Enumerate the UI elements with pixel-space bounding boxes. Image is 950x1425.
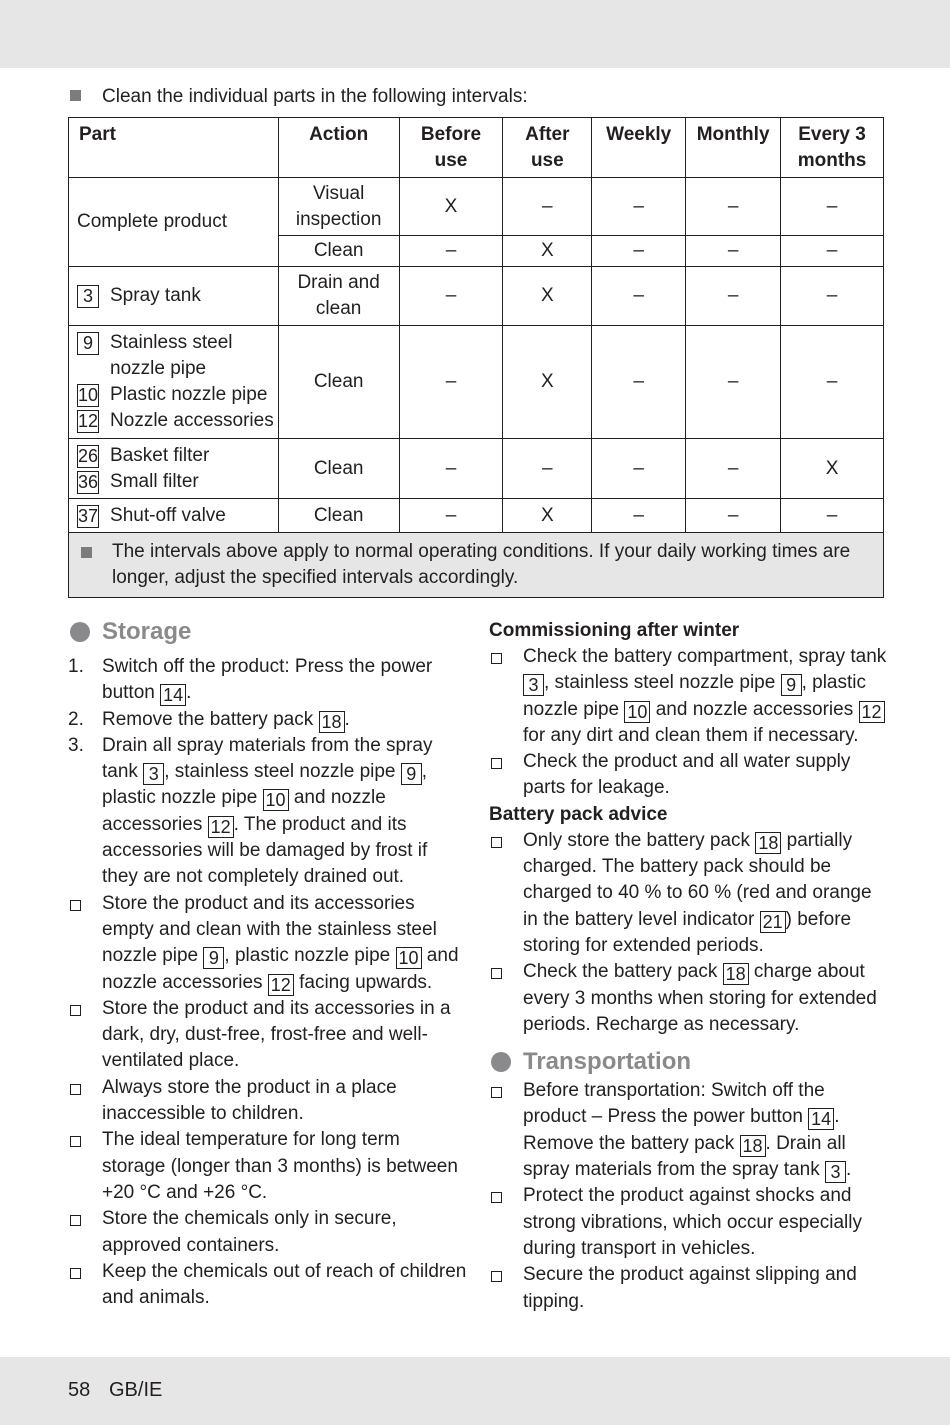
checkbox-bullet-icon [70,1005,81,1016]
interval-cell: – [503,439,592,499]
bullet-text: Keep the chemicals out of reach of children and animals. [102,1260,467,1309]
header-weekly: Weekly [592,118,686,178]
list-item [68,654,468,707]
list-item [68,1075,468,1128]
list-item [68,707,468,733]
step-text: Switch off the product: Press the power button 14 . [102,656,433,706]
battery-heading: Battery pack advice [489,803,668,825]
transportation-heading [489,1048,889,1076]
bullet-text: Store the chemicals only in secure, approved containers. [102,1208,397,1256]
interval-cell: – [686,267,781,326]
table-row [69,267,884,326]
list-item [68,891,468,996]
part-label: Basket filter [110,444,210,466]
bullet-text: Store the product and its accessories empty and clean with the stainless steel nozzle pipe 9 , plastic nozzle pipe 10 and nozzle accessories 12 facing upwards. [102,892,459,995]
part-number: 12 [78,411,99,431]
ref-number: 9 [401,763,422,785]
ref-number: 10 [263,789,289,811]
table-header-row [69,118,884,178]
interval-cell: – [686,236,781,267]
language-code: GB/IE [109,1379,163,1401]
interval-cell: – [592,236,686,267]
storage-title: Storage [102,617,192,645]
interval-cell: – [781,178,884,236]
list-item [68,1127,468,1206]
part-number: 36 [78,471,99,492]
part-number: 9 [77,332,99,355]
table-note-row [69,533,884,598]
checkbox-bullet-icon [491,758,502,769]
interval-cell: X [399,178,503,236]
bullet-text: Check the product and all water supply parts for leakage. [523,751,851,799]
interval-cell: – [686,499,781,533]
interval-cell: – [592,326,686,439]
part-label: Shut-off valve [110,504,226,526]
part-filters [69,439,279,499]
ref-number: 18 [319,711,345,733]
list-item [489,1262,889,1315]
bullet-text: Before transportation: Switch off the product – Press the power button 14 . Remove the battery pack 18 . Drain all spray materials from the spray tank 3 . [523,1080,852,1183]
note-text: The intervals above apply to normal operating conditions. If your daily working times are longer, adjust the specified intervals accordingly. [112,541,851,588]
part-number: 26 [78,445,99,466]
part-label: Plastic nozzle pipe [110,384,268,405]
interval-cell: – [686,178,781,236]
ref-number: 12 [208,816,234,838]
ref-number: 21 [760,911,786,933]
action-cell: Clean [278,236,399,267]
interval-cell: – [399,439,503,499]
checkbox-bullet-icon [491,1192,502,1203]
interval-cell: – [399,326,503,439]
header-action: Action [278,118,399,178]
part-label: Spray tank [110,285,201,306]
table-row [69,499,884,533]
checkbox-bullet-icon [70,1084,81,1095]
interval-cell: X [503,267,592,326]
storage-heading [68,618,468,646]
interval-cell: X [503,326,592,439]
checkbox-bullet-icon [491,837,502,848]
list-item [68,733,468,891]
interval-cell: – [399,499,503,533]
interval-cell: – [592,499,686,533]
list-item [489,1183,889,1262]
checkbox-bullet-icon [491,1271,502,1282]
interval-cell: X [503,236,592,267]
ref-number: 14 [160,684,186,706]
interval-cell: – [399,267,503,326]
bullet-text: Always store the product in a place inaccessible to children. [102,1076,397,1125]
action-cell: Drain and clean [278,267,399,326]
intro-line [70,86,528,108]
bullet-text: Only store the battery pack 18 partially charged. The battery pack should be charged to 40 % to 60 % (red and orange in the battery level indicator 21 ) before storing for extended periods. [523,829,872,956]
interval-cell: – [592,439,686,499]
interval-cell: – [781,236,884,267]
part-spray-tank [69,267,279,326]
interval-cell: – [592,178,686,236]
right-column [489,618,889,1315]
transportation-title: Transportation [523,1048,692,1075]
page-footer [0,1357,950,1425]
ref-number: 3 [523,674,544,696]
list-item [489,644,889,749]
part-complete-product: Complete product [69,178,279,267]
checkbox-bullet-icon [70,1215,81,1226]
ref-number: 9 [203,947,224,969]
header-after-use: After use [503,118,592,178]
checkbox-bullet-icon [70,1136,81,1147]
interval-cell: – [781,499,884,533]
left-column [68,618,468,1311]
interval-cell: X [503,499,592,533]
action-cell: Visual inspection [278,178,399,236]
interval-cell: – [503,178,592,236]
step-number: 2. [68,708,84,730]
step-text: Remove the battery pack 18 . [102,708,350,732]
list-item [68,1206,468,1259]
action-cell: Clean [278,326,399,439]
page-number: 58 [68,1379,91,1401]
bullet-text: Secure the product against slipping and tipping. [523,1264,857,1312]
list-item [68,996,468,1075]
bullet-text: Protect the product against shocks and strong vibrations, which occur especially during transport in vehicles. [523,1185,862,1259]
interval-cell: – [592,267,686,326]
step-text: Drain all spray materials from the spray tank 3 , stainless steel nozzle pipe 9 , plastic nozzle pipe 10 and nozzle accessories 12 . The product and its accessories will be damaged by frost if they are not completely drained out. [102,734,433,888]
table-row [69,178,884,236]
checkbox-bullet-icon [70,900,81,911]
interval-cell: – [686,326,781,439]
intro-text: Clean the individual parts in the following intervals: [102,86,528,107]
list-item [489,1078,889,1183]
header-part: Part [69,118,279,178]
interval-cell: – [686,439,781,499]
ref-number: 12 [268,974,294,996]
interval-cell: – [781,326,884,439]
list-item [489,828,889,959]
list-item [68,1259,468,1312]
interval-cell: – [399,236,503,267]
bullet-text: Check the battery pack 18 charge about every 3 months when storing for extended periods. Recharge as necessary. [523,961,877,1035]
top-band [0,0,950,68]
square-bullet-icon [70,90,81,101]
checkbox-bullet-icon [491,968,502,979]
header-every-3-months: Every 3 months [781,118,884,178]
part-shut-off-valve [69,499,279,533]
table-row [69,439,884,499]
ref-number: 10 [396,947,422,969]
ref-number: 18 [723,963,749,985]
interval-cell: – [781,267,884,326]
step-number: 3. [68,734,84,756]
checkbox-bullet-icon [491,653,502,664]
part-number: 37 [78,505,99,526]
ref-number: 12 [859,701,885,723]
part-nozzles [69,326,279,439]
bullet-text: Store the product and its accessories in a dark, dry, dust-free, frost-free and well-ventilated place. [102,997,451,1072]
interval-cell: X [781,439,884,499]
action-cell: Clean [278,499,399,533]
checkbox-bullet-icon [70,1268,81,1279]
bullet-text: Check the battery compartment, spray tank 3 , stainless steel nozzle pipe 9 , plastic nozzle pipe 10 and nozzle accessories 12 for any dirt and clean them if necessary. [523,646,887,746]
commissioning-heading: Commissioning after winter [489,620,740,641]
part-number: 3 [77,285,99,308]
ref-number: 9 [781,674,802,696]
list-item [489,749,889,802]
ref-number: 3 [143,763,164,785]
header-monthly: Monthly [686,118,781,178]
section-bullet-icon [491,1052,511,1072]
bullet-text: The ideal temperature for long term storage (longer than 3 months) is between +20 °C and +26 °C. [102,1129,458,1203]
part-number: 10 [78,385,99,405]
table-row [69,326,884,439]
table-note [69,533,884,598]
part-label: Small filter [110,470,199,492]
checkbox-bullet-icon [491,1087,502,1098]
header-before-use: Before use [399,118,503,178]
ref-number: 10 [624,701,650,723]
cleaning-interval-table [68,117,884,598]
part-label: Nozzle accessories [110,410,274,431]
list-item [489,959,889,1038]
ref-number: 14 [808,1108,834,1130]
ref-number: 3 [825,1161,846,1183]
step-number: 1. [68,656,84,677]
ref-number: 18 [740,1135,766,1157]
action-cell: Clean [278,439,399,499]
section-bullet-icon [70,622,90,642]
square-bullet-icon [81,547,92,558]
part-label: Stainless steel nozzle pipe [110,332,233,379]
ref-number: 18 [755,832,781,854]
